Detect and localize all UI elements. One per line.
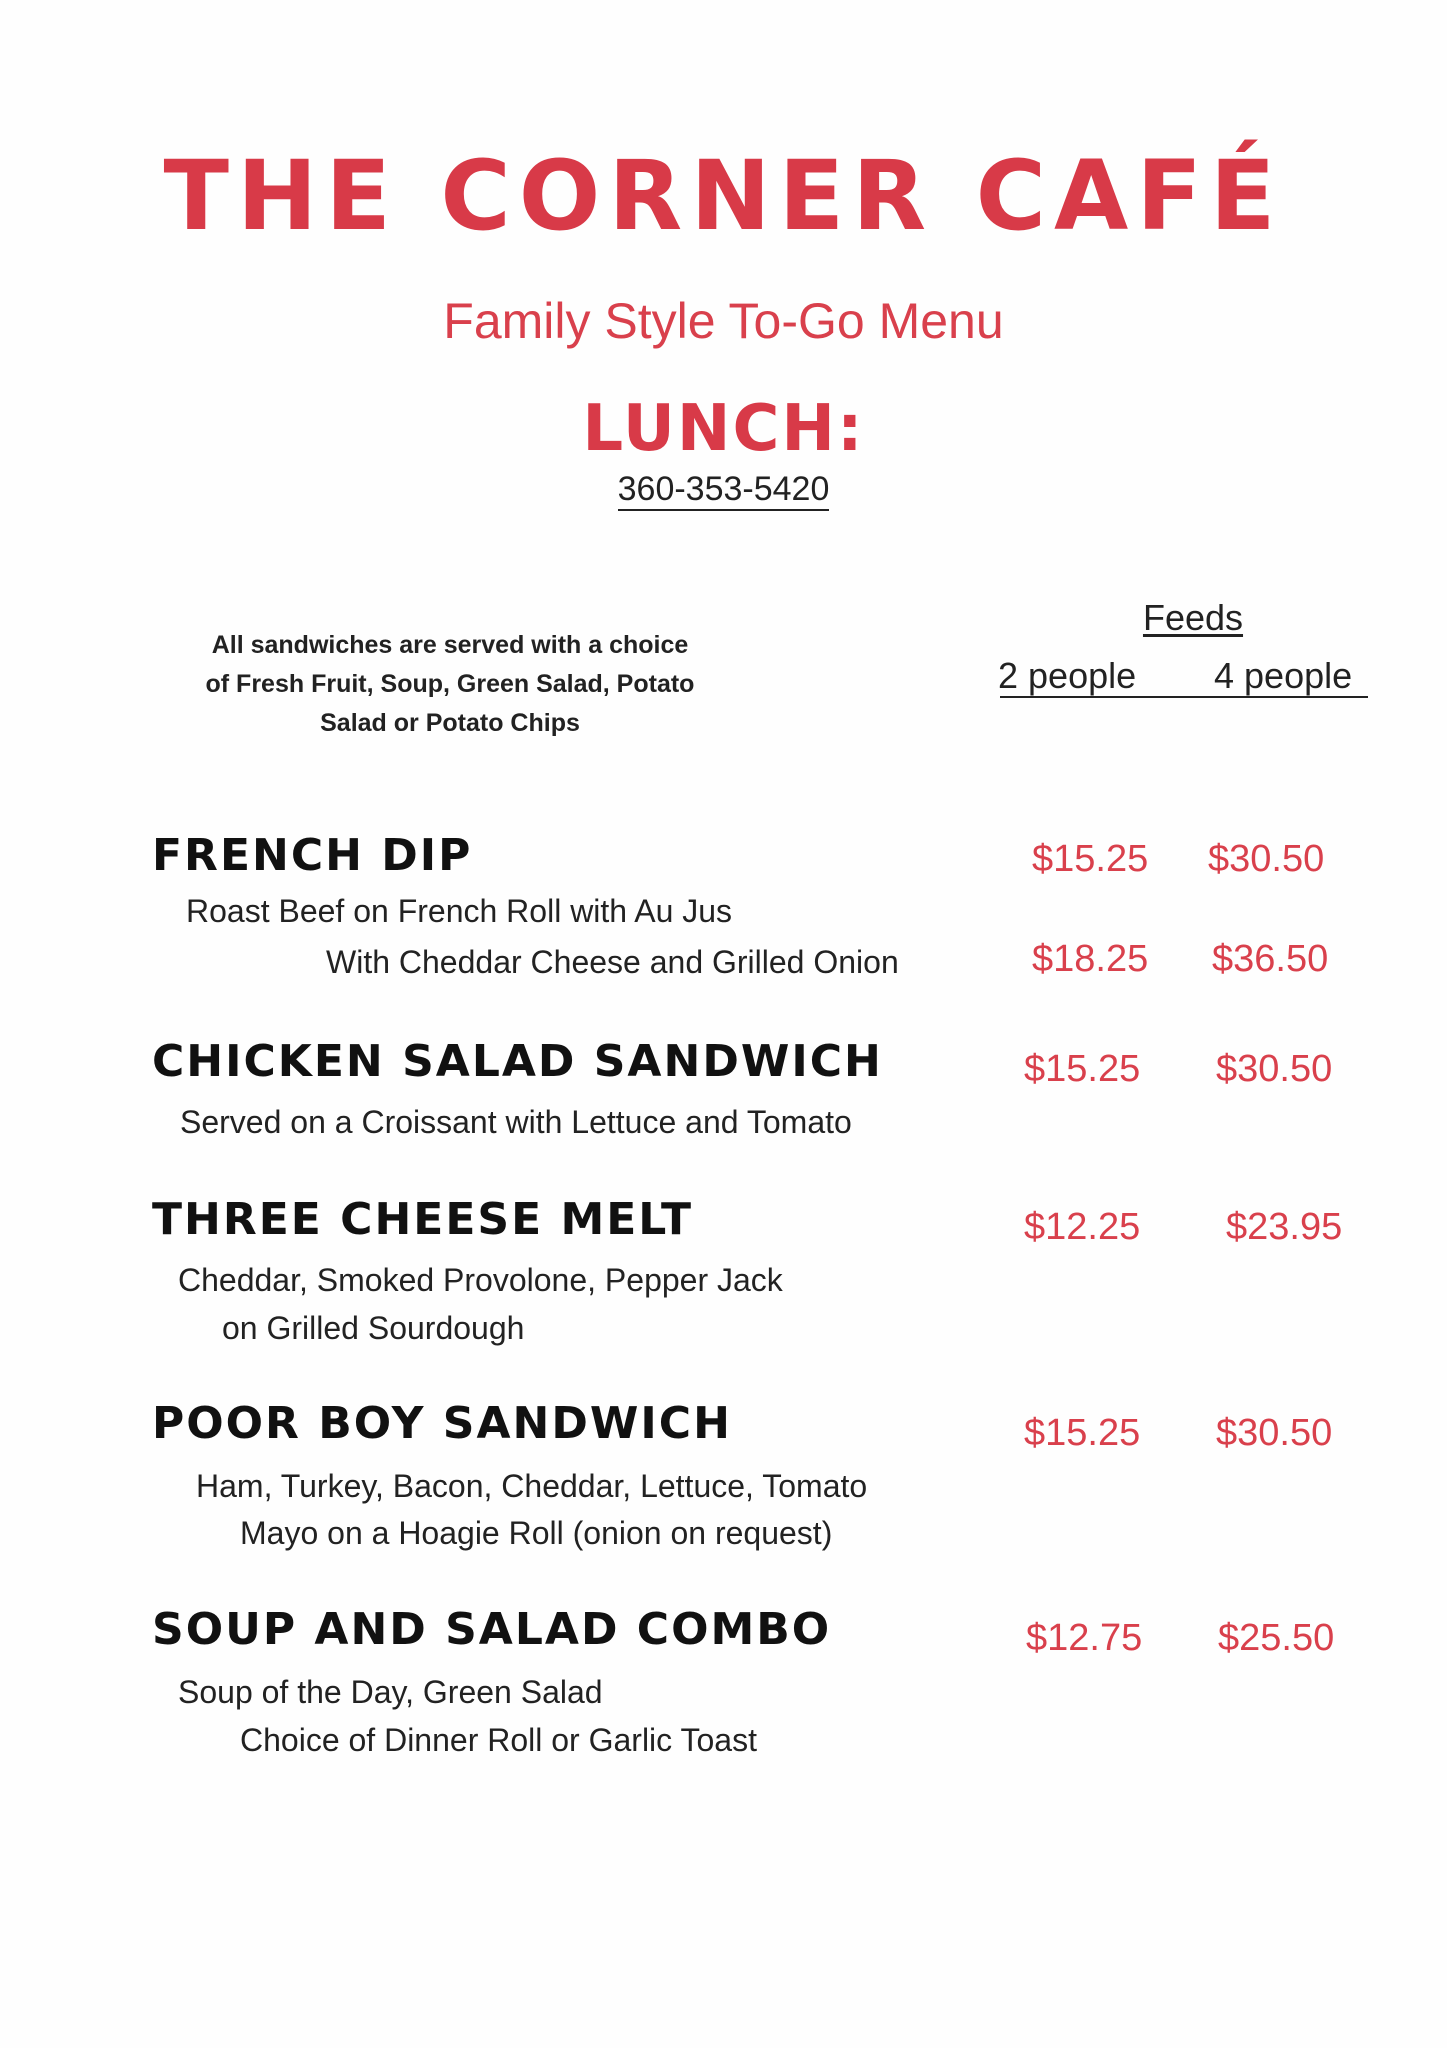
item-description: Soup of the Day, Green Salad [178,1674,603,1710]
price-4-people: $23.95 [1226,1206,1343,1248]
phone-number-text: 360-353-5420 [618,470,830,511]
sides-note: All sandwiches are served with a choice of Fresh Fruit, Soup, Green Salad, Potato Salad or Potato Chips [205,631,695,737]
price-2-people: $15.25 [1024,1412,1141,1454]
price-2-people: $15.25 [1032,838,1149,880]
price-4-people: $30.50 [1208,838,1325,880]
price-2-people: $12.25 [1024,1206,1141,1248]
price-4-people: $30.50 [1216,1048,1333,1090]
restaurant-title: THE CORNER CAFÉ [163,140,1284,252]
column-header-2-people: 2 people [998,655,1137,696]
feeds-label [1133,597,1253,639]
item-name: CHICKEN SALAD SANDWICH [152,1036,883,1087]
item-description-line-2: Mayo on a Hoagie Roll (onion on request) [240,1515,833,1551]
item-description-line-2: Choice of Dinner Roll or Garlic Toast [240,1722,757,1758]
price-4-people: $25.50 [1218,1617,1335,1659]
meal-heading: LUNCH: [582,392,865,466]
item-name: FRENCH DIP [152,830,473,881]
item-description: Roast Beef on French Roll with Au Jus [186,893,733,929]
item-name: POOR BOY SANDWICH [152,1398,732,1449]
item-variant-description: With Cheddar Cheese and Grilled Onion [326,944,899,980]
item-description: Ham, Turkey, Bacon, Cheddar, Lettuce, Tomato [196,1468,868,1504]
menu-subtitle: Family Style To-Go Menu [443,293,1004,349]
price-2-people: $12.75 [1026,1617,1143,1659]
price-2-people: $15.25 [1024,1048,1141,1090]
variant-price-4-people: $36.50 [1212,938,1329,980]
item-description-line-2: on Grilled Sourdough [222,1310,525,1346]
column-header-underline [1000,696,1368,698]
column-header-4-people: 4 people [1214,655,1353,696]
item-description: Served on a Croissant with Lettuce and Tomato [180,1104,852,1140]
item-name: THREE CHEESE MELT [152,1194,694,1245]
price-4-people: $30.50 [1216,1412,1333,1454]
variant-price-2-people: $18.25 [1032,938,1149,980]
item-name: SOUP AND SALAD COMBO [152,1604,832,1655]
feeds-label-text: Feeds [1142,597,1244,638]
item-description: Cheddar, Smoked Provolone, Pepper Jack [178,1262,783,1298]
phone-number [0,470,1447,509]
